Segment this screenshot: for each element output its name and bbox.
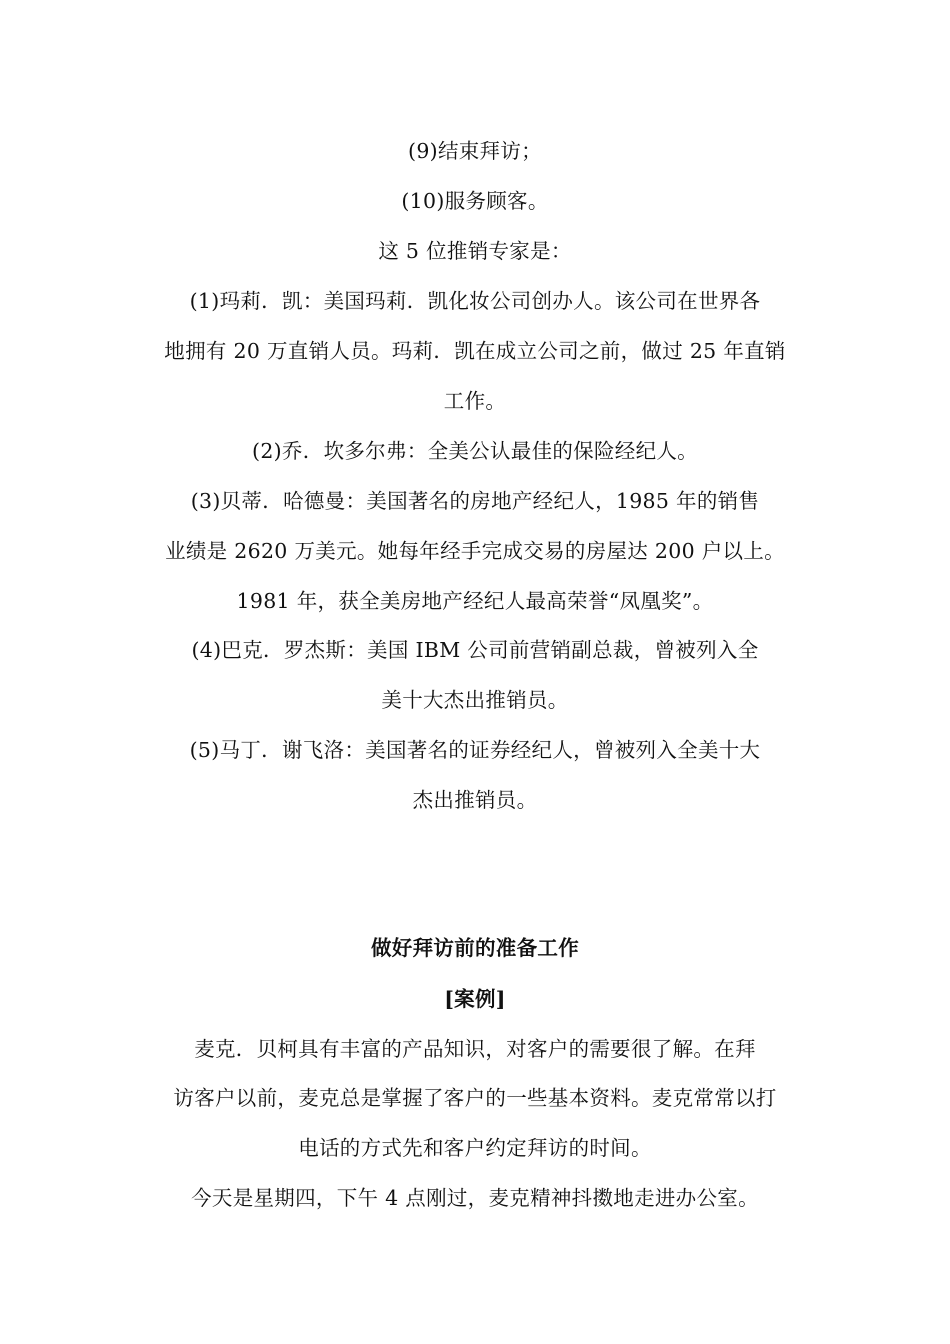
experts-intro: 这 5 位推销专家是：	[378, 239, 572, 263]
expert-1-line-1: (1)玛莉．凯：美国玛莉．凯化妆公司创办人。该公司在世界各	[189, 289, 761, 313]
paragraph-1-line-2: 访客户以前，麦克总是掌握了客户的一些基本资料。麦克常常以打	[173, 1086, 777, 1110]
list-item-10: (10)服务顾客。	[401, 189, 549, 213]
expert-1-line-2: 地拥有 20 万直销人员。玛莉．凯在成立公司之前，做过 25 年直销	[164, 339, 786, 363]
expert-5-line-1: (5)马丁．谢飞洛：美国著名的证券经纪人，曾被列入全美十大	[189, 738, 761, 762]
paragraph-1-line-1: 麦克．贝柯具有丰富的产品知识，对客户的需要很了解。在拜	[194, 1037, 756, 1061]
list-item-9: (9)结束拜访；	[408, 139, 542, 163]
expert-5-line-2: 杰出推销员。	[412, 788, 538, 812]
paragraph-2-line-1: 今天是星期四，下午 4 点刚过，麦克精神抖擞地走进办公室。	[191, 1186, 759, 1210]
expert-3-line-3: 1981 年，获全美房地产经纪人最高荣誉“凤凰奖”。	[236, 589, 714, 613]
section-title: 做好拜访前的准备工作	[371, 936, 579, 960]
expert-4-line-1: (4)巴克．罗杰斯：美国 IBM 公司前营销副总裁，曾被列入全	[191, 638, 759, 662]
expert-3-line-1: (3)贝蒂．哈德曼：美国著名的房地产经纪人，1985 年的销售	[190, 489, 760, 513]
paragraph-1-line-3: 电话的方式先和客户约定拜访的时间。	[298, 1136, 652, 1160]
expert-4-line-2: 美十大杰出推销员。	[381, 688, 569, 712]
expert-1-line-3: 工作。	[443, 389, 507, 413]
case-label: [案例]	[444, 987, 506, 1011]
expert-2-line-1: (2)乔．坎多尔弗：全美公认最佳的保险经纪人。	[252, 439, 698, 463]
expert-3-line-2: 业绩是 2620 万美元。她每年经手完成交易的房屋达 200 户以上。	[165, 539, 785, 563]
